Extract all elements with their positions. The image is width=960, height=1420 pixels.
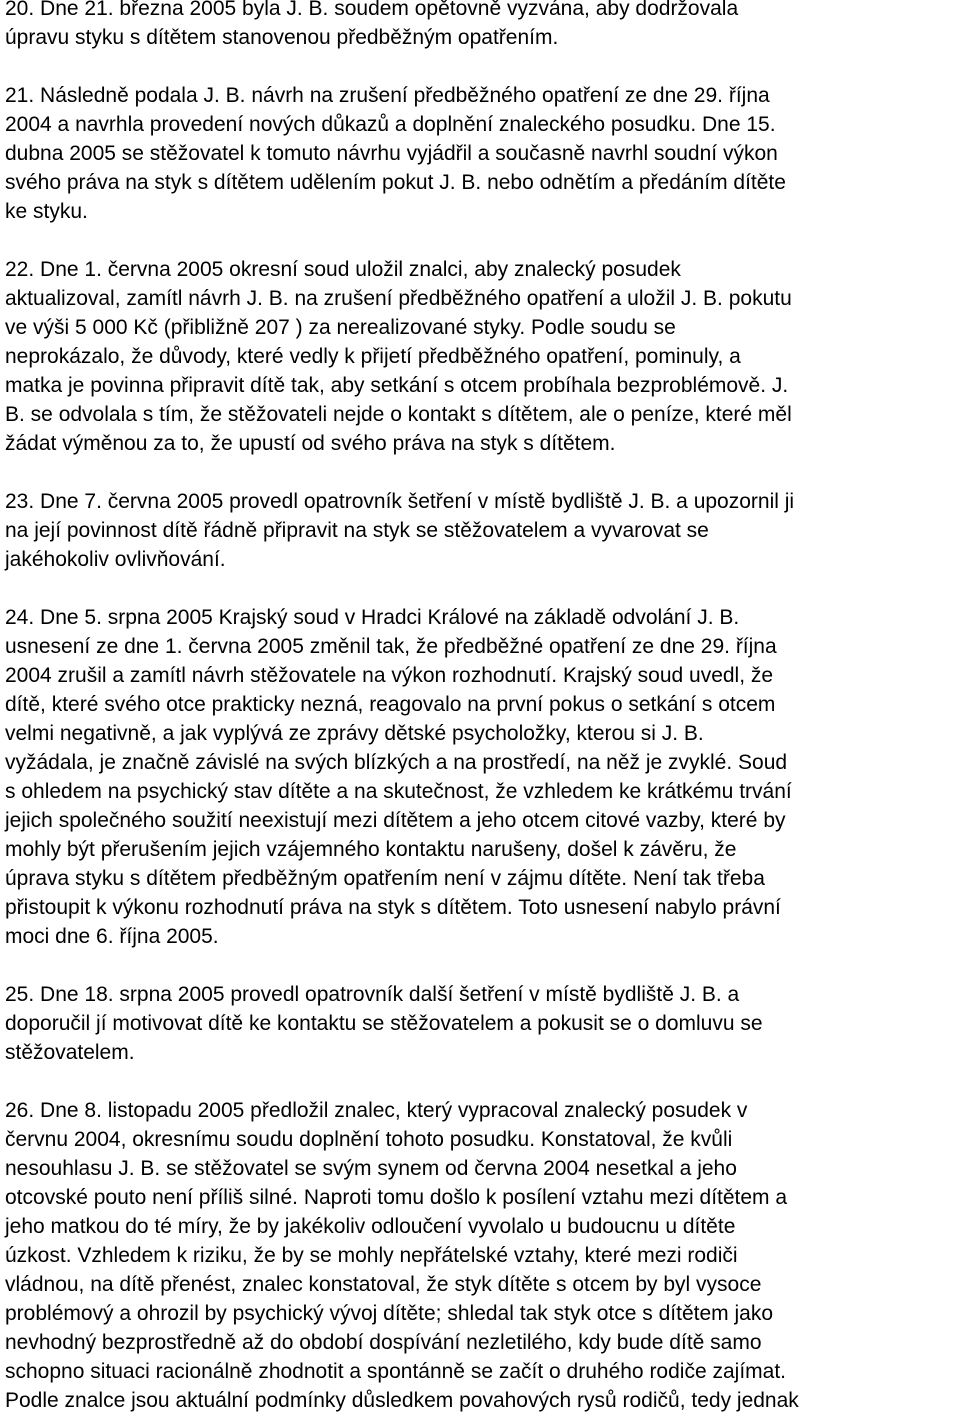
paragraph-gap (5, 458, 960, 487)
paragraph-gap (5, 1067, 960, 1096)
paragraph-gap (5, 951, 960, 980)
paragraph-22: 22. Dne 1. června 2005 okresní soud uložil znalci, aby znalecký posudek aktualizoval, zamítl návrh J. B. na zrušení předběžného opatření a uložil J. B. pokutu ve výši 5 000 Kč (přibližně 207 ) za nerealizované styky. Podle soudu se neprokázalo, že důvody, které vedly k přijetí předběžného opatření, pominuly, a matka je povinna připravit dítě tak, aby setkání s otcem probíhala bezproblémově. J. B. se odvolala s tím, že stěžovateli nejde o kontakt s dítětem, ale o peníze, které měl žádat výměnou za to, že upustí od svého práva na styk s dítětem. (5, 258, 792, 455)
paragraph-24: 24. Dne 5. srpna 2005 Krajský soud v Hradci Králové na základě odvolání J. B. usnesení ze dne 1. června 2005 změnil tak, že předběžné opatření ze dne 29. října 2004 zrušil a zamítl návrh stěžovatele na výkon rozhodnutí. Krajský soud uvedl, že dítě, které svého otce prakticky nezná, reagovalo na první pokus o setkání s otcem velmi negativně, a jak vyplývá ze zprávy dětské psycholožky, kterou si J. B. vyžádala, je značně závislé na svých blízkých a na prostředí, na něž je zvyklé. Soud s ohledem na psychický stav dítěte a na skutečnost, že vzhledem ke krátkému trvání jejich společného soužití neexistují mezi dítětem a jeho otcem citové vazby, které by mohly být přerušením jejich vzájemného kontaktu narušeny, došel k závěru, že úprava styku s dítětem předběžným opatřením není v zájmu dítěte. Není tak třeba přistoupit k výkonu rozhodnutí práva na styk s dítětem. Toto usnesení nabylo právní moci dne 6. října 2005. (5, 606, 792, 948)
paragraph-gap (5, 574, 960, 603)
paragraph-gap (5, 226, 960, 255)
paragraph-21: 21. Následně podala J. B. návrh na zrušení předběžného opatření ze dne 29. října 2004 a navrhla provedení nových důkazů a doplnění znaleckého posudku. Dne 15. dubna 2005 se stěžovatel k tomuto návrhu vyjádřil a současně navrhl soudní výkon svého práva na styk s dítětem udělením pokut J. B. nebo odnětím a předáním dítěte ke styku. (5, 84, 786, 223)
paragraph-25: 25. Dne 18. srpna 2005 provedl opatrovník další šetření v místě bydliště J. B. a doporučil jí motivovat dítě ke kontaktu se stěžovatelem a pokusit se o domluvu se stěžovatelem. (5, 983, 763, 1064)
paragraph-23: 23. Dne 7. června 2005 provedl opatrovník šetření v místě bydliště J. B. a upozornil ji na její povinnost dítě řádně připravit na styk se stěžovatelem a vyvarovat se jakéhokoliv ovlivňování. (5, 490, 795, 571)
paragraph-gap (5, 52, 960, 81)
paragraph-20: 20. Dne 21. března 2005 byla J. B. soudem opětovně vyzvána, aby dodržovala úpravu styku s dítětem stanovenou předběžným opatřením. (5, 0, 739, 49)
paragraph-26: 26. Dne 8. listopadu 2005 předložil znalec, který vypracoval znalecký posudek v červnu 2004, okresnímu soudu doplnění tohoto posudku. Konstatoval, že kvůli nesouhlasu J. B. se stěžovatel se svým synem od června 2004 nesetkal a jeho otcovské pouto není příliš silné. Naproti tomu došlo k posílení vztahu mezi dítětem a jeho matkou do té míry, že by jakékoliv odloučení vyvolalo u budoucnu u dítěte úzkost. Vzhledem k riziku, že by se mohly nepřátelské vztahy, které mezi rodiči vládnou, na dítě přenést, znalec konstatoval, že styk dítěte s otcem by byl vysoce problémový a ohrozil by psychický vývoj dítěte; shledal tak styk otce s dítětem jako nevhodný bezprostředně až do období dospívání nezletilého, kdy bude dítě samo schopno situaci racionálně zhodnotit a spontánně se začít o druhého rodiče zajímat. Podle znalce jsou aktuální podmínky důsledkem povahových rysů rodičů, tedy jednak (5, 1099, 799, 1412)
